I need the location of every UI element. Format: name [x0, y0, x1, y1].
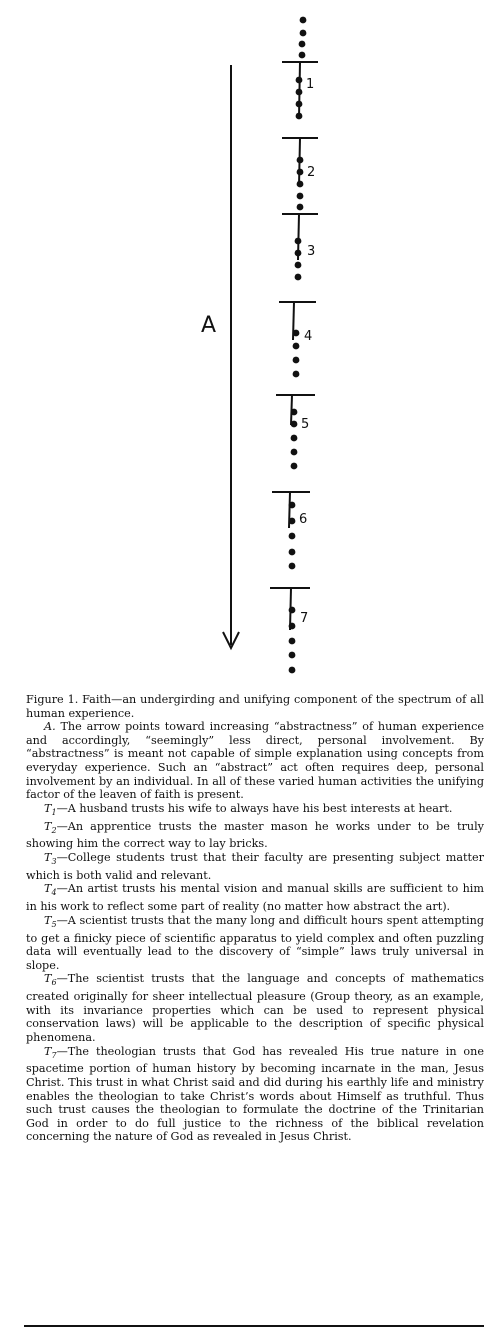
faith-dot	[297, 193, 304, 200]
arrow-label: A	[201, 313, 217, 338]
stage-marker-t7	[270, 588, 310, 630]
item-subscript: 3	[51, 857, 57, 867]
item-text: —An apprentice trusts the master mason he works under to be truly showing him the correct way to lay bricks.	[26, 819, 484, 851]
item-subscript: 6	[51, 978, 57, 988]
stage-label-7: 7	[300, 611, 309, 626]
item-text: —The scientist trusts that the language and concepts of mathematics created originally for sheer intellectual pleasure (Group theory, as an example, with its invariance properties which can be used to represent physical conservation laws) will be applicable to the description of specific physical phenomena.	[26, 972, 484, 1045]
caption-item-t3	[26, 851, 484, 882]
item-text: —A husband trusts his wife to always have his best interests at heart.	[56, 801, 453, 815]
item-label: T	[44, 851, 52, 864]
stage-label-3: 3	[307, 244, 316, 259]
faith-dots	[289, 17, 310, 674]
stage-label-2: 2	[307, 165, 316, 180]
caption-item-t7	[26, 1045, 484, 1144]
caption-item-t2	[26, 820, 484, 851]
faith-dot	[289, 667, 296, 674]
item-subscript: 5	[51, 920, 57, 930]
item-subscript: 2	[51, 825, 57, 835]
faith-dot	[295, 274, 302, 281]
faith-dot	[289, 549, 296, 556]
item-subscript: 1	[51, 807, 57, 817]
bottom-rule	[24, 1325, 484, 1327]
faith-dot	[291, 435, 298, 442]
item-subscript: 7	[51, 1050, 57, 1060]
stage-label-5: 5	[301, 417, 310, 432]
abstractness-arrow	[223, 65, 239, 648]
caption-heading: Figure 1. Faith—an undergirding and unifying component of the spectrum of all human experience.	[26, 693, 484, 720]
faith-dot	[293, 357, 300, 364]
faith-dot	[293, 343, 300, 350]
faith-dot	[293, 371, 300, 378]
item-subscript: 4	[51, 888, 57, 898]
faith-dot	[299, 41, 306, 48]
faith-dot	[300, 17, 307, 24]
stage-marker-t4	[279, 302, 316, 344]
faith-dot	[291, 463, 298, 470]
item-label: T	[44, 972, 52, 986]
faith-dot	[295, 262, 302, 269]
caption-item-t5	[26, 914, 484, 973]
faith-dot	[291, 449, 298, 456]
figure-caption	[26, 693, 484, 1144]
item-text: —College students trust that their faculty are presenting subject matter which is both valid and relevant.	[26, 851, 484, 882]
stage-label-1: 1	[306, 77, 315, 92]
item-label: T	[44, 882, 52, 896]
faith-dot	[299, 52, 306, 59]
faith-dot	[297, 204, 304, 211]
item-label: T	[44, 801, 52, 815]
faith-dot	[300, 30, 307, 37]
item-text: —The theologian trusts that God has revealed His true nature in one spacetime portion of human history by becoming incarnate in the man, Jesus Christ. This trust in what Christ said and did during his earthly life and ministry enables the theologian to take Christ’s words about Himself as truthful. Thus such trust causes the theologian to formulate the doctrine of the Trinitarian God in order to do full justice to the richness of the biblical revelation concerning the nature of God as revealed in Jesus Christ.	[26, 1044, 484, 1144]
item-label: T	[44, 1044, 52, 1058]
stage-marker-t1	[282, 62, 318, 118]
faith-dot	[289, 652, 296, 659]
faith-dot	[289, 533, 296, 540]
item-a-text: The arrow points toward increasing “abstractness” of human experience and accordingly, “seemingly” less direct, personal involvement. By “abstractness” is meant not capable of simple explanation using concepts from everyday experience. Such an “abstract” act often requires deep, personal involvement by an individual. In all of these varied human activities the unifying factor of the leaven of faith is present.	[26, 720, 484, 802]
faith-dot	[289, 563, 296, 570]
stage-label-6: 6	[299, 512, 308, 527]
item-a-label: A.	[44, 720, 56, 734]
item-text: —A scientist trusts that the many long and difficult hours spent attempting to get a finicky piece of scientific apparatus to yield complex and often puzzling data will eventually lead to the discovery of “simple” laws truly universal in slope.	[26, 913, 484, 972]
item-label: T	[44, 913, 52, 927]
item-text: —An artist trusts his mental vision and manual skills are sufficient to him in his work to reflect some part of reality (no matter how abstract the art).	[26, 882, 484, 914]
caption-item-t1	[26, 802, 484, 820]
caption-item-t6	[26, 972, 484, 1044]
item-label: T	[44, 819, 52, 833]
caption-items	[26, 802, 484, 1144]
faith-dot	[289, 638, 296, 645]
caption-item-a	[26, 720, 484, 802]
stage-label-4: 4	[304, 329, 313, 344]
caption-item-t4	[26, 882, 484, 913]
stage-marker-t2	[282, 138, 318, 186]
